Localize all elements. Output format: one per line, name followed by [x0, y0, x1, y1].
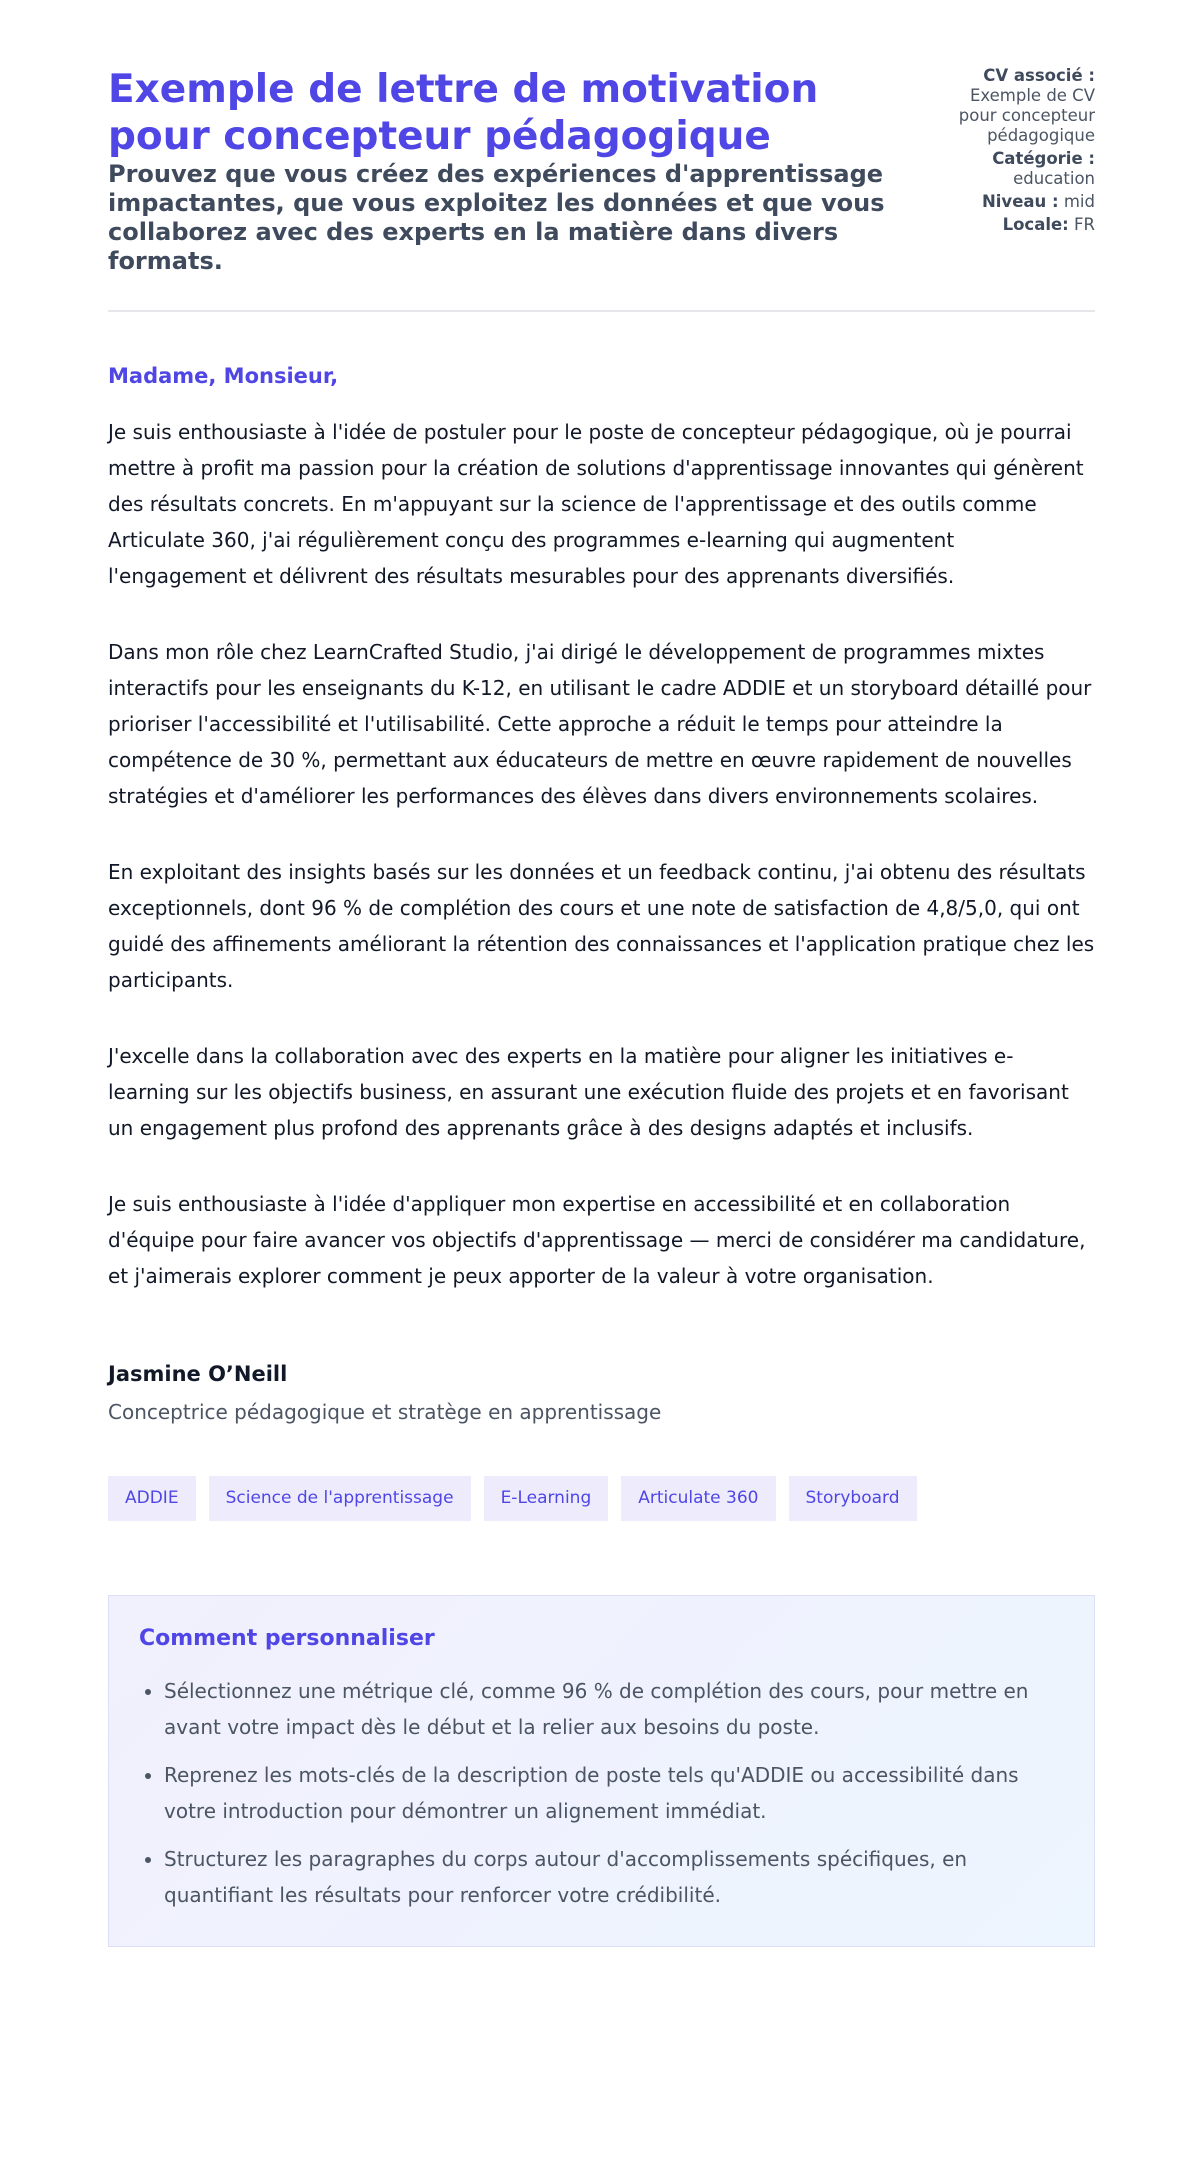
skill-tags: [108, 1476, 1095, 1521]
skill-tag: Storyboard: [789, 1476, 917, 1521]
skill-tag: ADDIE: [108, 1476, 196, 1521]
meta-category-label: Catégorie :: [992, 149, 1095, 168]
skill-tag: Articulate 360: [621, 1476, 775, 1521]
cover-letter-page: [108, 0, 1095, 1947]
tip-item: • Structurez les paragraphes du corps autour d'accomplissements spécifiques, en quantifiant les résultats pour renforcer votre crédibilité.: [164, 1841, 1064, 1913]
letter-paragraph: J'excelle dans la collaboration avec des experts en la matière pour aligner les initiatives e-learning sur les objectifs business, en assurant une exécution fluide des projets et en favorisant un engagement plus profond des apprenants grâce à des designs adaptés et inclusifs.: [108, 1044, 1069, 1140]
page-title: Exemple de lettre de motivation pour concepteur pédagogique: [108, 67, 819, 159]
meta-cv: [935, 66, 1095, 146]
letter-paragraph: Dans mon rôle chez LearnCrafted Studio, j'ai dirigé le développement de programmes mixtes interactifs pour les enseignants du K-12, en utilisant le cadre ADDIE et un storyboard détaillé pour prioriser l'accessibilité et l'utilisabilité. Cette approche a réduit le temps pour atteindre la compétence de 30 %, permettant aux éducateurs de mettre en œuvre rapidement de nouvelles stratégies et d'améliorer les performances des élèves dans divers environnements scolaires.: [108, 640, 1092, 808]
signature-title: Conceptrice pédagogique et stratège en apprentissage: [108, 1400, 662, 1424]
meta-level-value: mid: [1063, 192, 1095, 211]
meta-locale-label: Locale:: [1002, 215, 1069, 234]
meta-panel: [935, 66, 1095, 276]
page-header: [108, 0, 1095, 312]
tips-title: Comment personnaliser: [139, 1626, 435, 1651]
letter-paragraph: Je suis enthousiaste à l'idée de postuler pour le poste de concepteur pédagogique, où je pourrai mettre à profit ma passion pour la création de solutions d'apprentissage innovantes qui génèrent des résultats concrets. En m'appuyant sur la science de l'apprentissage et des outils comme Articulate 360, j'ai régulièrement conçu des programmes e-learning qui augmentent l'engagement et délivrent des résultats mesurables pour des apprenants diversifiés.: [108, 420, 1084, 588]
meta-level-label: Niveau :: [981, 192, 1059, 211]
salutation: Madame, Monsieur,: [108, 364, 339, 388]
customization-tips-box: [108, 1595, 1095, 1947]
meta-cv-value: Exemple de CV pour concepteur pédagogique: [958, 86, 1095, 145]
tip-item: • Reprenez les mots-clés de la description de poste tels qu'ADDIE ou accessibilité dans votre introduction pour démontrer un alignement immédiat.: [164, 1757, 1064, 1829]
page-subtitle: Prouvez que vous créez des expériences d'apprentissage impactantes, que vous exploitez les données et que vous collaborez avec des experts en la matière dans divers formats.: [108, 160, 885, 275]
meta-category-value: education: [1013, 169, 1095, 188]
meta-level: [935, 192, 1095, 212]
meta-cv-label: CV associé :: [983, 66, 1095, 85]
skill-tag: E-Learning: [484, 1476, 609, 1521]
letter-paragraph: Je suis enthousiaste à l'idée d'appliquer mon expertise en accessibilité et en collaboration d'équipe pour faire avancer vos objectifs d'apprentissage — merci de considérer ma candidature, et j'aimerais explorer comment je peux apporter de la valeur à votre organisation.: [108, 1192, 1086, 1288]
meta-locale-value: FR: [1074, 215, 1095, 234]
skill-tag: Science de l'apprentissage: [209, 1476, 471, 1521]
tip-item: • Sélectionnez une métrique clé, comme 96 % de complétion des cours, pour mettre en avant votre impact dès le début et la relier aux besoins du poste.: [164, 1673, 1064, 1745]
letter-body: [108, 414, 1095, 1294]
signature-name: Jasmine O’Neill: [108, 1362, 288, 1386]
header-titles: [108, 66, 908, 276]
tips-list: [139, 1673, 1064, 1913]
meta-category: [935, 149, 1095, 189]
meta-locale: [935, 215, 1095, 235]
letter-paragraph: En exploitant des insights basés sur les données et un feedback continu, j'ai obtenu des résultats exceptionnels, dont 96 % de complétion des cours et une note de satisfaction de 4,8/5,0, qui ont guidé des affinements améliorant la rétention des connaissances et l'application pratique chez les participants.: [108, 860, 1095, 992]
